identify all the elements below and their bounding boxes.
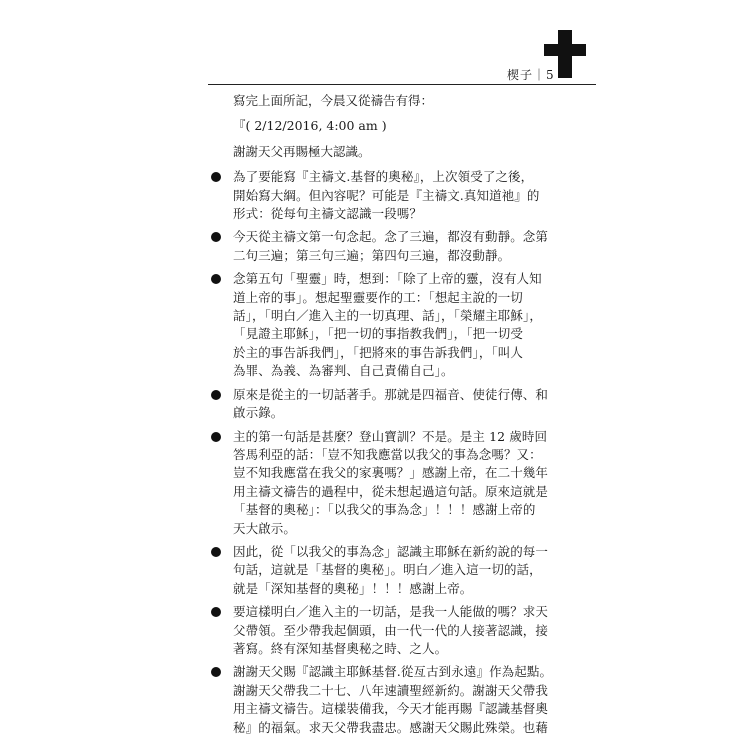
- line: 二句三遍；第三句三遍；第四句三遍，都沒動靜。: [233, 247, 511, 263]
- line: 句話，這就是「基督的奧秘」。明白／進入這一切的話，: [233, 562, 542, 578]
- line: 話」，「明白／進入主的一切真理、話」，「榮耀主耶穌」，: [233, 308, 542, 324]
- thanks-line: 謝謝天父再賜極大認識。: [233, 143, 371, 159]
- bullet-list: [233, 168, 595, 737]
- bullet-icon: [211, 547, 221, 557]
- line: 開始寫大綱。但內容呢？可能是『主禱文.真知道祂』的: [233, 187, 540, 203]
- line: 「基督的奧秘」：「以我父的事為念」！！！感謝上帝的: [233, 502, 536, 518]
- line: 因此，從「以我父的事為念」認識主耶穌在新約說的每一: [233, 543, 549, 559]
- line: 為罪、為義、為審判、自己責備自己」。: [233, 363, 454, 379]
- prayer-timestamp: 『( 2/12/2016, 4:00 am ): [233, 118, 387, 134]
- line: 謝謝天父賜『認識主耶穌基督.從亙古到永遠』作為起點。: [233, 664, 553, 680]
- bullet-icon: [211, 172, 221, 182]
- line: 念第五句「聖靈」時，想到：「除了上帝的靈，沒有人知: [233, 271, 542, 287]
- list-item: [211, 603, 617, 658]
- line: 天大啟示。: [233, 520, 297, 536]
- line: 主的第一句話是甚麼？登山寶訓？不是。是主 12 歲時回: [233, 428, 548, 444]
- line: 秘』的福氣。求天父帶我盡忠。感謝天父賜此殊榮。也藉: [233, 719, 549, 735]
- list-item: [211, 386, 617, 423]
- bullet-icon: [211, 274, 221, 284]
- line: 著寫。終有深知基督奧秘之時、之人。: [233, 640, 448, 656]
- line: 原來是從主的一切話著手。那就是四福音、使徒行傳、和: [233, 386, 549, 402]
- bullet-icon: [211, 607, 221, 617]
- line: 謝謝天父帶我二十七、八年速讀聖經新約。謝謝天父帶我: [233, 682, 549, 698]
- list-item: [211, 228, 617, 265]
- line: 用主禱文禱告。這樣裝備我，今天才能再賜『認識基督奧: [233, 701, 549, 717]
- page-body: [233, 92, 595, 742]
- line: 就是「深知基督的奧秘」！！！感謝上帝。: [233, 580, 473, 596]
- bullet-icon: [211, 390, 221, 400]
- line: 要這樣明白／進入主的一切話，是我一人能做的嗎？求天: [233, 604, 549, 620]
- line: 「見證主耶穌」，「把一切的事指教我們」，「把一切受: [233, 326, 524, 342]
- list-item: [211, 270, 617, 380]
- line: 為了要能寫『主禱文.基督的奧秘』，上次領受了之後，: [233, 169, 534, 185]
- line: 形式：從每句主禱文認識一段嗎？: [233, 206, 423, 222]
- bullet-icon: [211, 667, 221, 677]
- bullet-icon: [211, 232, 221, 242]
- line: 啟示錄。: [233, 405, 284, 421]
- list-item: [211, 663, 617, 737]
- line: 於主的事告訴我們」，「把將來的事告訴我們」，「叫人: [233, 344, 524, 360]
- list-item: [211, 543, 617, 598]
- bullet-icon: [211, 432, 221, 442]
- line: 答馬利亞的話：「豈不知我應當以我父的事為念嗎？又：: [233, 446, 542, 462]
- cross-icon-horizontal-bar: [544, 44, 586, 56]
- line: 用主禱文禱告的過程中，從未想起過這句話。原來這就是: [233, 483, 549, 499]
- line: 今天從主禱文第一句念起。念了三遍，都沒有動靜。念第: [233, 229, 549, 245]
- line: 父帶領。至少帶我起個頭，由一代一代的人接著認識，接: [233, 622, 549, 638]
- header-rule: [208, 84, 596, 85]
- line: 道上帝的事」。想起聖靈要作的工：「想起主說的一切: [233, 289, 523, 305]
- running-header: 楔子｜5: [507, 68, 555, 82]
- list-item: [211, 168, 617, 223]
- line: 豈不知我應當在我父的家裏嗎？」感謝上帝，在二十幾年: [233, 465, 549, 481]
- list-item: [211, 428, 617, 538]
- intro-line: 寫完上面所記，今晨又從禱告有得：: [233, 93, 434, 108]
